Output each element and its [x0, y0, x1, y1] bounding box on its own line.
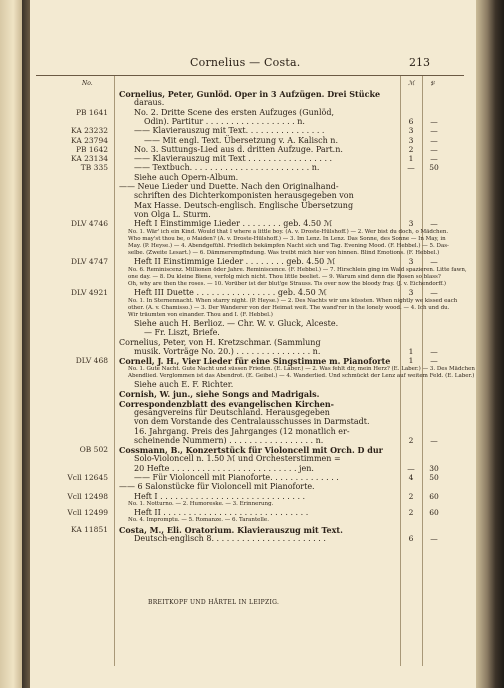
price-marks: — — [407, 163, 415, 173]
catalog-number: DLV 4921 — [71, 288, 108, 298]
column-header-pfennig: 𝔓 — [430, 80, 435, 87]
entry-text: selbe. (Zweite Lesart.) — 6. Dämmerempfindung. Was treibt mich hier von hinnen. Blind Emotions. (F. Hebbel.) — [128, 250, 440, 257]
column-header-no: No. — [82, 80, 93, 87]
page-stack-edge — [476, 0, 504, 688]
entry-text: Cornish, W. jun., siehe Songs and Madrigals. — [119, 389, 320, 400]
catalog-line — [30, 517, 476, 524]
price-marks: 3 — [408, 219, 414, 229]
entry-text: Heft I Einstimmige Lieder . . . . . . . . geb. 4.50 ℳ — [134, 219, 333, 229]
catalog-number: DLV 4746 — [71, 219, 108, 229]
catalog-number: KA 11851 — [71, 524, 108, 534]
price-marks: 1 — [408, 154, 414, 164]
catalog-line — [30, 347, 476, 356]
catalog-line — [30, 366, 476, 373]
publisher-footer: BREITKOPF UND HÄRTEL IN LEIPZIG. — [148, 599, 280, 606]
catalog-line — [30, 98, 476, 107]
entry-text: No. 1. Gute Nacht. Gute Nacht und süssen Frieden. (E. Laber.) — 2. Was fehlt dir, mein Herz? (E. Laber.) — 3. Des Mädchen — [128, 365, 475, 372]
catalog-line — [30, 482, 476, 491]
price-pfennig: — — [430, 219, 438, 229]
price-pfennig: — — [430, 356, 438, 366]
entry-text: Cornelius, Peter, von H. Kretzschmar. (Sammlung — [119, 337, 321, 347]
price-pfennig: 30 — [429, 463, 439, 473]
catalog-line — [30, 163, 476, 172]
catalog-line — [30, 201, 476, 210]
catalog-line — [30, 267, 476, 274]
entry-text: Abendlied. Verglommen ist das Abendrot. (E. Geibel.) — 4. Wanderlied. Und schmückt der Lenz auf weitem Feld. (E. Laber.) — [128, 372, 475, 379]
catalog-line — [30, 154, 476, 163]
entry-text: No. 1. Notturno. — 2. Humoreske. — 3. Erinnerung. — [128, 500, 274, 507]
catalog-number: Vcll 12645 — [67, 473, 108, 482]
entry-text: Correspondenzblatt des evangelischen Kirchen- — [119, 398, 334, 409]
entry-text: Max Hasse. Deutsch-englisch. Englische Übersetzung — [134, 200, 354, 210]
catalog-line — [30, 250, 476, 257]
catalog-line — [30, 436, 476, 445]
catalog-line — [30, 508, 476, 517]
price-marks: 2 — [408, 508, 414, 518]
catalog-number: PB 1642 — [75, 144, 108, 154]
catalog-line — [30, 417, 476, 426]
catalog-line — [30, 373, 476, 380]
entry-text: Cornelius, Peter, Gunlöd. Oper in 3 Aufzügen. Drei Stücke — [119, 89, 381, 99]
entry-text: Costa, M., Eli. Oratorium. Klavierauszug mit Text. — [119, 524, 343, 535]
catalog-line — [30, 136, 476, 145]
entry-text: von Olga L. Sturm. — [134, 209, 211, 219]
catalog-line — [30, 298, 476, 305]
price-pfennig: 60 — [429, 491, 439, 501]
catalog-number: PB 1641 — [75, 107, 108, 117]
entry-text: Wir träumten von einander. Thou and I. (F. Hebbel.) — [128, 311, 273, 318]
catalog-number: OB 502 — [79, 445, 108, 455]
price-pfennig: — — [430, 144, 438, 154]
catalog-line — [30, 492, 476, 501]
price-pfennig: — — [430, 288, 438, 298]
catalog-line — [30, 145, 476, 154]
entry-text: von dem Vorstande des Centralausschusses in Darmstadt. — [134, 417, 370, 427]
price-marks: — — [407, 463, 415, 473]
page-number: 213 — [409, 56, 430, 69]
entry-text: scheinende Nummern) . . . . . . . . . . . . . . . . . n. — [134, 435, 324, 445]
catalog-line — [30, 243, 476, 250]
catalog-number: KA 23794 — [71, 135, 108, 145]
catalog-line — [30, 257, 476, 266]
catalog-line — [30, 229, 476, 236]
price-pfennig: 50 — [429, 163, 439, 173]
catalog-line — [30, 312, 476, 319]
entry-text: Siehe auch H. Berlioz. — Chr. W. v. Gluck, Alceste. — [134, 319, 339, 329]
catalog-line — [30, 126, 476, 135]
catalog-line — [30, 501, 476, 508]
entry-text: May. (P. Heyse.) — 4. Abendgefühl. Friedlich bekämpfen Nacht sich und Tag. Evening Mood. (F. Hebbel.) — 5. Das- — [128, 242, 449, 249]
price-pfennig: 60 — [429, 508, 439, 518]
catalog-number: Vcll 12498 — [67, 491, 108, 501]
catalog-line — [30, 191, 476, 200]
catalog-line — [30, 288, 476, 297]
page-title: Cornelius — Costa. — [190, 56, 301, 69]
entry-text: musik. Vorträge No. 20.) . . . . . . . . . . . . . . . n. — [134, 347, 321, 356]
entry-text: 16. Jahrgang. Preis des Jahrganges (12 monatlich er- — [134, 426, 350, 436]
catalog-line — [30, 89, 476, 98]
price-marks: 4 — [408, 473, 414, 482]
catalog-line — [30, 173, 476, 182]
entry-text: —— Neue Lieder und Duette. Nach den Originalhand- — [119, 182, 339, 191]
catalog-line — [30, 454, 476, 463]
entry-text: 20 Hefte . . . . . . . . . . . . . . . . . . . . . . . . . jen. — [134, 463, 314, 473]
entry-text: —— Klavierauszug mit Text. . . . . . . . . . . . . . . . — [134, 126, 325, 136]
catalog-line — [30, 328, 476, 337]
entry-text: Who may'st thou be, o Maiden? (A. v. Droste-Hülshoff.) — 3. Im Lenz. In Lenz. Das Sonne, des Sonne — In May, in — [128, 235, 446, 242]
entry-text: Siehe auch Opern-Album. — [134, 172, 239, 182]
entry-text: Deutsch-englisch 8. . . . . . . . . . . . . . . . . . . . . . . — [134, 533, 326, 543]
entry-text: Odin). Partitur . . . . . . . . . . . . . . . . . . n. — [144, 116, 305, 126]
catalog-number: DLV 4747 — [71, 257, 108, 267]
price-pfennig: — — [430, 154, 438, 164]
entry-text: —— Mit engl. Text. Übersetzung v. A. Kalisch n. — [144, 135, 338, 145]
entry-text: No. 3. Suttungs-Lied aus d. dritten Aufzuge. Part.n. — [134, 144, 343, 154]
catalog-line — [30, 108, 476, 117]
entry-text: one day. — 8. Du kleine Biene, verfolg mich nicht. Thou little beeliet. — 9. Warum sind denn die Rosen so blass? — [128, 273, 441, 280]
price-marks: 3 — [408, 135, 414, 145]
catalog-line — [30, 210, 476, 219]
entry-text: schriften des Dichterkomponisten herausgegeben von — [134, 191, 354, 201]
price-marks: 6 — [408, 533, 414, 543]
entry-text: No. 4. Impromptu. — 5. Romanze. — 6. Tarantelle. — [128, 517, 269, 524]
catalog-line — [30, 473, 476, 482]
catalog-line — [30, 274, 476, 281]
book-gutter — [22, 0, 30, 688]
catalog-line — [30, 389, 476, 398]
entry-text: Heft III Duette . . . . . . . . . . . . . . . . geb. 4.50 ℳ — [134, 288, 327, 298]
catalog-line — [30, 219, 476, 228]
catalog-line — [30, 399, 476, 408]
price-pfennig: — — [430, 116, 438, 126]
catalog-number: KA 23134 — [71, 154, 108, 164]
catalog-line — [30, 281, 476, 288]
entry-text: Oh, why are then the roses. — 10. Vorüber ist der blut'ge Strauss. Tis over now the bloody fray. (J. v. Eichendorff.) — [128, 281, 446, 287]
price-marks: 3 — [408, 257, 414, 267]
price-marks: 3 — [408, 126, 414, 136]
catalog-line — [30, 182, 476, 191]
catalog-number: Vcll 12499 — [67, 508, 108, 518]
catalog-line — [30, 380, 476, 389]
catalog-line — [30, 319, 476, 328]
entry-text: —— Für Violoncell mit Pianoforte. . . . . . . . . . . . . . — [134, 473, 339, 482]
catalog-line — [30, 236, 476, 243]
catalog-line — [30, 525, 476, 534]
price-pfennig: 50 — [429, 473, 439, 482]
column-header-marks: ℳ — [408, 80, 415, 87]
entry-text: Heft I . . . . . . . . . . . . . . . . . . . . . . . . . . . . . — [134, 491, 306, 501]
catalog-line — [30, 464, 476, 473]
price-marks: 6 — [408, 116, 414, 126]
entry-text: Cornell, J. H., Vier Lieder für eine Singstimme m. Pianoforte — [119, 356, 391, 367]
entry-text: Heft II Einstimmige Lieder . . . . . . . . geb. 4.50 ℳ — [134, 257, 336, 267]
entry-text: — Fr. Liszt, Briefe. — [144, 328, 220, 338]
price-pfennig: — — [430, 135, 438, 145]
entry-text: gesangvereins für Deutschland. Herausgegeben — [134, 407, 330, 417]
price-marks: 2 — [408, 491, 414, 501]
catalog-line — [30, 427, 476, 436]
catalog-number: DLV 468 — [75, 356, 108, 366]
entry-text: No. 1. In Sternennacht. When starry night. (P. Heyse.) — 2. Des Nachts wir uns küssten. When nightly we kissed each — [128, 297, 458, 304]
catalog-line — [30, 305, 476, 312]
price-pfennig: — — [430, 435, 438, 445]
price-pfennig: — — [430, 533, 438, 543]
catalog-line — [30, 338, 476, 347]
entry-text: Heft II . . . . . . . . . . . . . . . . . . . . . . . . . . . . . — [134, 508, 309, 518]
price-pfennig: — — [430, 126, 438, 136]
left-page-edge — [0, 0, 22, 688]
entry-text: No. 6. Reminiscenz. Millionen öder Jahre. Reminiscence. (F. Hebbel.) — 7. Hirschlein ging im Wald spazieren. Litte fawn, — [128, 266, 467, 273]
catalog-line — [30, 408, 476, 417]
entry-text: daraus. — [134, 98, 165, 108]
entry-text: other. (A. v. Chamisso.) — 3. Der Wanderer von der Heimat weit. The wand'rer in the lonely wood. — 4. Ich und du. — [128, 304, 450, 311]
entry-text: No. 1. Wär' ich ein Kind. Would that I where a little boy. (A. v. Droste-Hülshoff.) — 2. Wer bist du doch, o Mädchen. — [128, 228, 449, 235]
price-pfennig: — — [430, 347, 438, 356]
running-header — [30, 56, 476, 72]
price-marks: 2 — [408, 435, 414, 445]
entry-text: Siehe auch E. F. Richter. — [134, 380, 234, 389]
catalog-line — [30, 534, 476, 543]
entry-text: No. 2. Dritte Scene des ersten Aufzuges (Gunlöd, — [134, 107, 334, 117]
price-marks: 2 — [408, 144, 414, 154]
catalog-line — [30, 356, 476, 365]
catalog-number: KA 23232 — [71, 126, 108, 136]
price-marks: 1 — [408, 347, 414, 356]
entry-text: —— Klavierauszug mit Text . . . . . . . . . . . . . . . . . — [134, 154, 333, 164]
price-marks: 1 — [408, 356, 414, 366]
catalog-line — [30, 445, 476, 454]
catalog-number: TB 335 — [80, 163, 108, 173]
catalog-line — [30, 117, 476, 126]
entry-text: —— 6 Salonstücke für Violoncell mit Pianoforte. — [119, 482, 315, 492]
price-pfennig: — — [430, 257, 438, 267]
entry-text: Cossmann, B., Konzertstück für Violoncell mit Orch. D dur — [119, 445, 383, 456]
entry-text: —— Textbuch. . . . . . . . . . . . . . . . . . . . . . . . n. — [134, 163, 320, 173]
catalog-page — [30, 0, 476, 688]
price-marks: 3 — [408, 288, 414, 298]
entry-text: Solo-Violoncell n. 1.50 ℳ und Orchesterstimmen = — [134, 454, 341, 464]
